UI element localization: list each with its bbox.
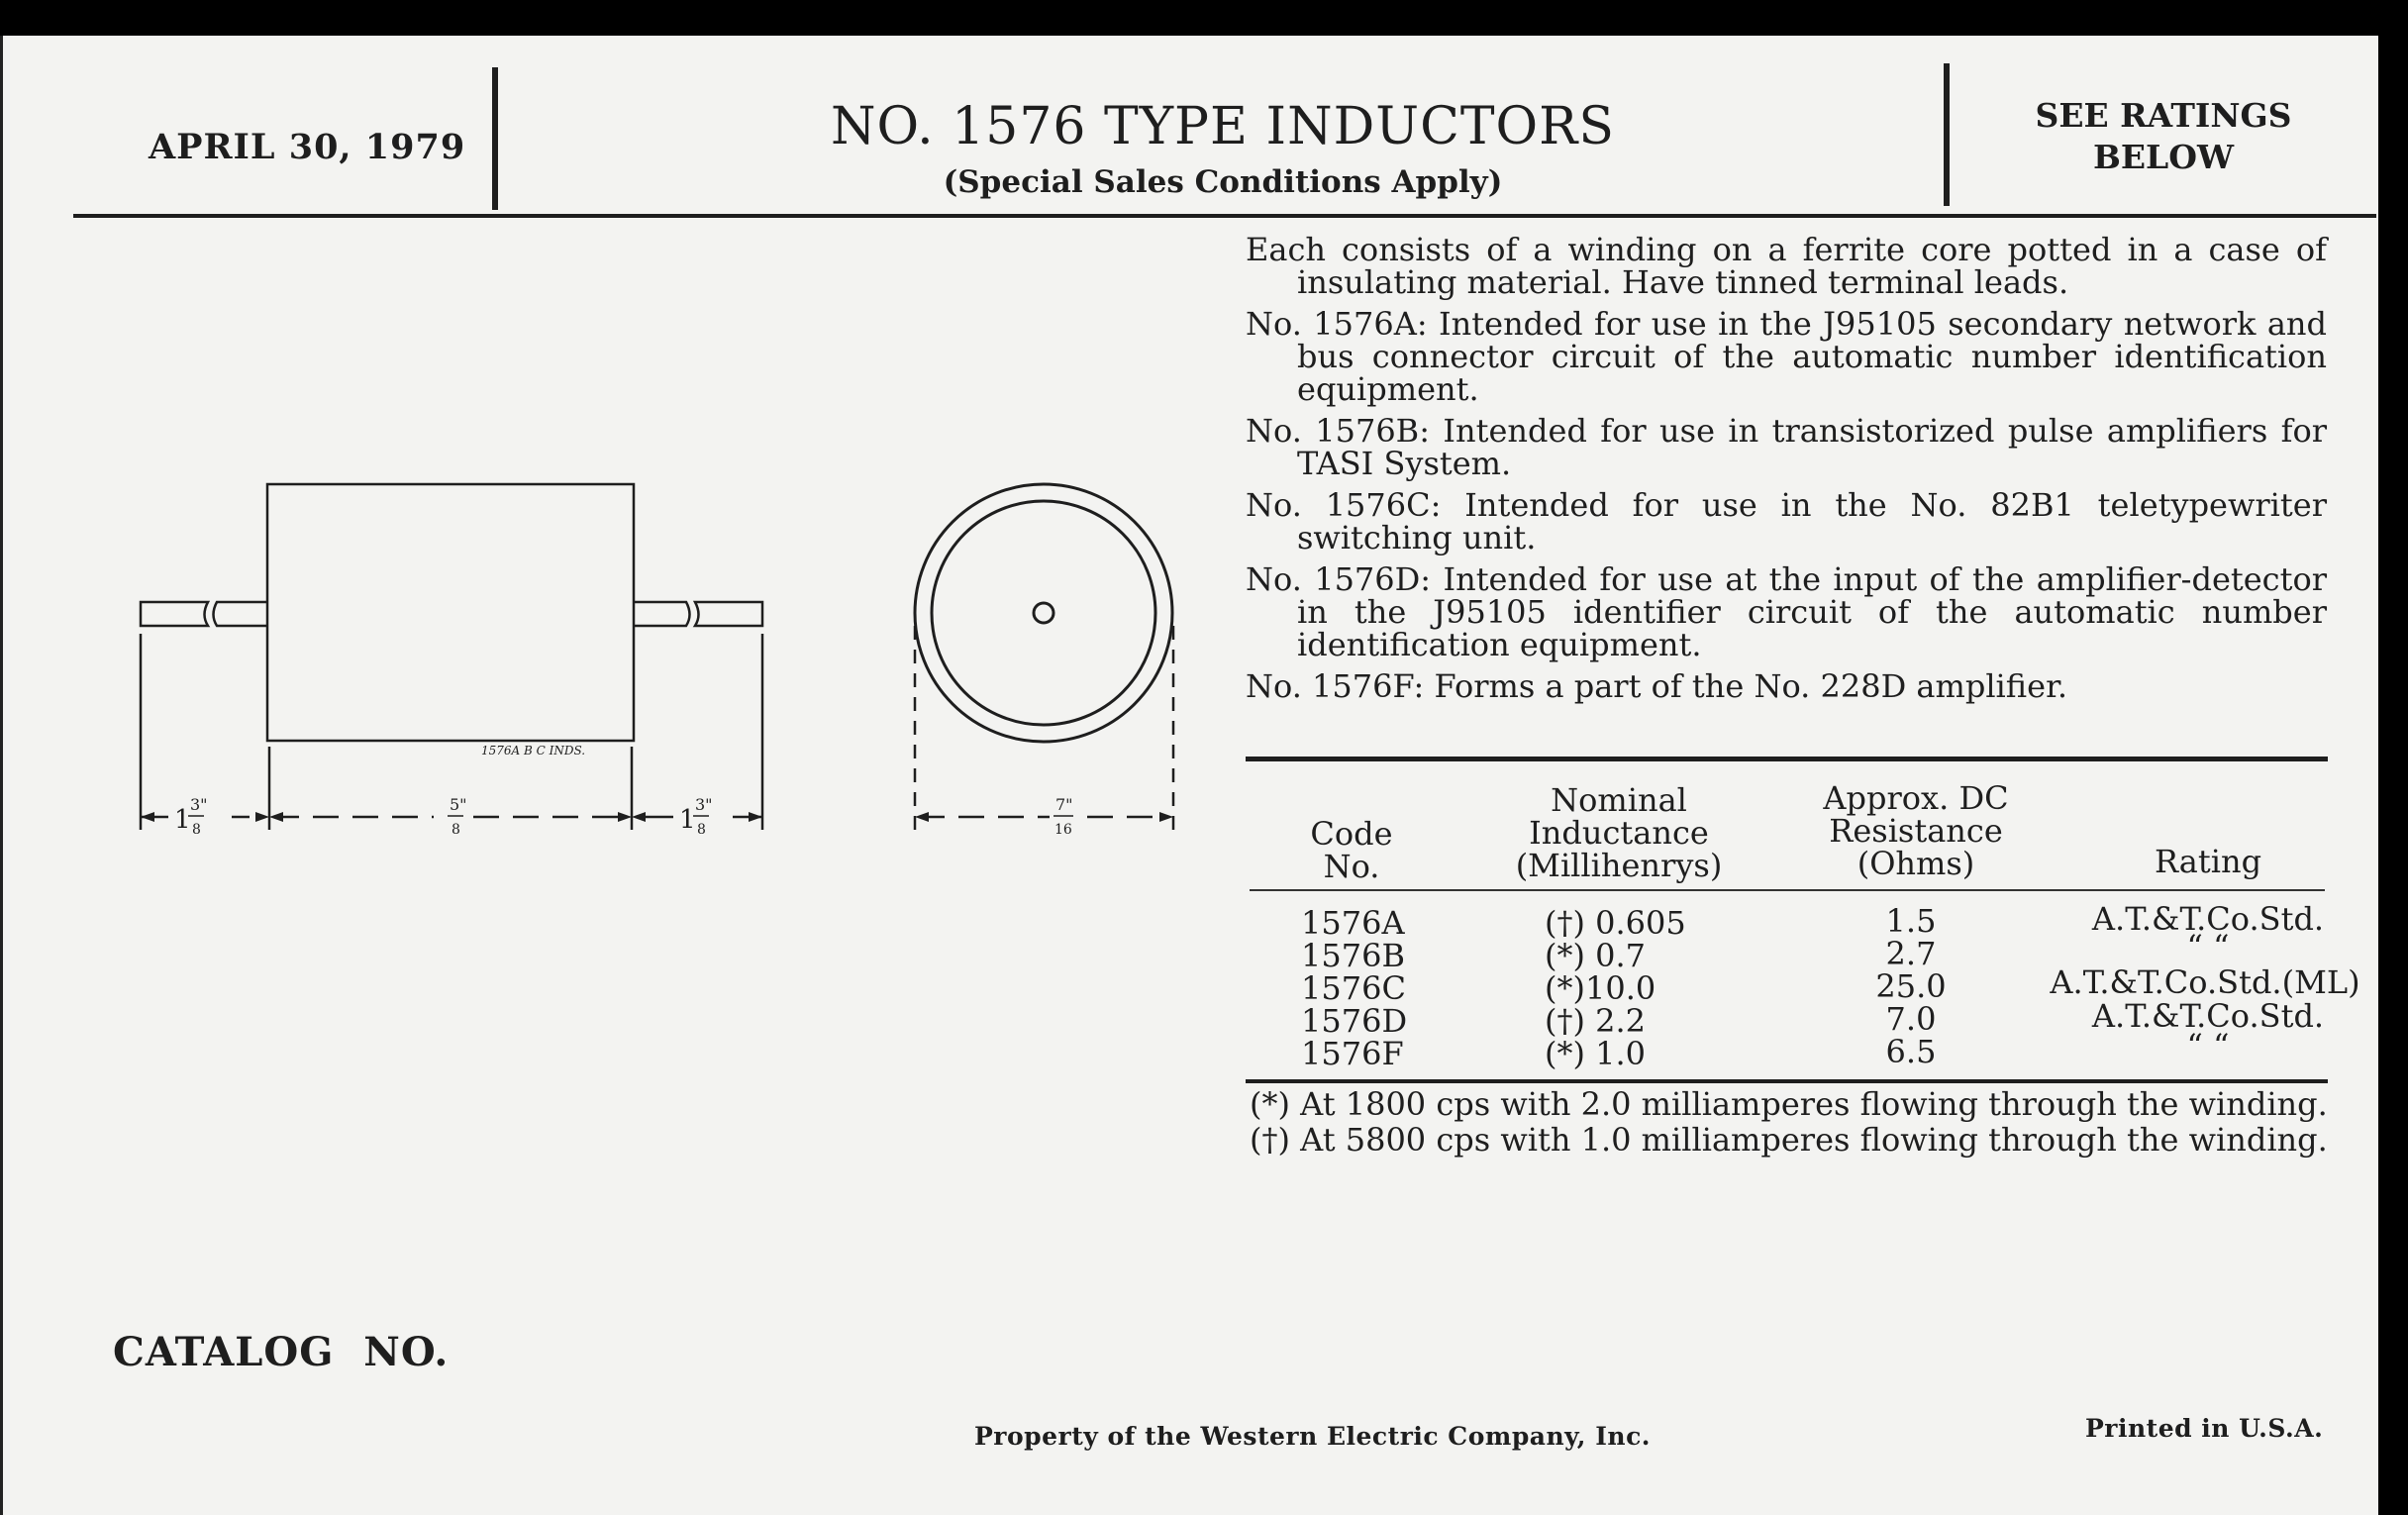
see-ratings-line2: BELOW — [2092, 138, 2235, 176]
lead-hole — [1034, 603, 1054, 623]
drawing-stamp: 1576A B C INDS. — [481, 744, 586, 758]
catalog-number-label — [113, 1329, 449, 1375]
cell-resistance: 25.0 — [1875, 967, 1947, 1005]
header-code-line2: No. — [1323, 848, 1380, 885]
inductor-body-outline — [267, 484, 634, 741]
dim-lead-left-den: 8 — [192, 822, 201, 838]
cell-rating: A.T.&T.Co.Std. — [2091, 900, 2325, 938]
cell-resistance: 1.5 — [1885, 902, 1937, 940]
cell-rating: A.T.&T.Co.Std. — [2091, 997, 2325, 1035]
dim-lead-right-den: 8 — [697, 822, 706, 838]
header-rating: Rating — [2154, 843, 2262, 880]
header-res-line3: (Ohms) — [1856, 845, 1975, 882]
cell-rating: “ “ — [2186, 1027, 2230, 1064]
table-top-rule — [1246, 757, 2328, 761]
catalog-no: NO. — [363, 1329, 450, 1375]
description-item-1576a — [1246, 305, 2328, 408]
lead-left-inner — [214, 602, 268, 626]
description-item-1576c — [1246, 486, 2328, 556]
footnote-asterisk: (*) At 1800 cps with 2.0 milliamperes flowing through the winding. — [1250, 1085, 2328, 1123]
dim-lead-right-num: 3" — [695, 795, 713, 814]
cell-resistance: 6.5 — [1885, 1033, 1937, 1070]
item-text: Forms a part of the No. 228D amplifier. — [1434, 667, 2068, 705]
catalog-word: CATALOG — [113, 1329, 335, 1375]
cell-inductance: (*)10.0 — [1545, 969, 1656, 1007]
cell-inductance: (*) 1.0 — [1545, 1035, 1647, 1072]
header-res-line2: Resistance — [1829, 812, 2003, 850]
header-res-line1: Approx. DC — [1823, 779, 2009, 817]
item-label: No. 1576F: — [1246, 667, 1425, 705]
item-label: No. 1576A: — [1246, 305, 1428, 343]
dim-body-num: 5" — [450, 795, 467, 814]
item-text: Intended for use in the J95105 secondary network and bus connector circuit of the automatic number identification equipment. — [1297, 305, 2328, 408]
dim-diameter-num: 7" — [1055, 795, 1073, 814]
header-ind-line3: (Millihenrys) — [1515, 847, 1723, 884]
description-item-1576b — [1246, 412, 2328, 482]
end-view-inner-circle — [932, 501, 1155, 725]
dim-body-den: 8 — [452, 822, 460, 838]
footnotes — [1250, 1087, 2329, 1159]
cell-resistance: 7.0 — [1885, 1000, 1937, 1038]
cell-inductance: (†) 0.605 — [1545, 904, 1686, 942]
cell-code: 1576D — [1301, 1002, 1408, 1040]
page-title: NO. 1576 TYPE INDUCTORS — [831, 97, 1615, 156]
item-text: Intended for use in transistorized pulse amplifiers for TASI System. — [1297, 412, 2328, 482]
cell-code: 1576F — [1301, 1035, 1404, 1072]
item-label: No. 1576D: — [1246, 560, 1432, 598]
see-ratings-line1: SEE RATINGS — [2035, 96, 2292, 135]
description-item-1576d — [1246, 560, 2328, 663]
issue-date: APRIL 30, 1979 — [149, 127, 466, 167]
cell-rating: A.T.&T.Co.Std.(ML) — [2050, 963, 2360, 1001]
header-code — [1287, 815, 1416, 885]
cell-code: 1576B — [1301, 937, 1405, 974]
cell-inductance: (*) 0.7 — [1545, 937, 1647, 974]
dim-lead-left-num: 3" — [190, 795, 208, 814]
description — [1246, 231, 2328, 712]
cell-code: 1576C — [1301, 969, 1406, 1007]
header-code-line1: Code — [1310, 815, 1393, 853]
dim-diameter-den: 16 — [1054, 822, 1072, 838]
end-view-outer-circle — [915, 484, 1172, 742]
item-label: No. 1576B: — [1246, 412, 1430, 450]
lead-right-outer — [695, 602, 762, 626]
footnote-dagger: (†) At 5800 cps with 1.0 milliamperes flowing through the winding. — [1250, 1121, 2328, 1159]
page-subtitle: (Special Sales Conditions Apply) — [943, 164, 1503, 200]
table-bottom-rule — [1246, 1079, 2328, 1083]
cell-rating: “ “ — [2186, 928, 2230, 965]
cell-code: 1576A — [1301, 904, 1405, 942]
description-item-1576f — [1246, 667, 2327, 705]
lead-right-inner — [634, 602, 690, 626]
property-notice: Property of the Western Electric Company, Inc. — [974, 1422, 1652, 1451]
dim-lead-left-whole: 1 — [174, 805, 191, 835]
header-inductance — [1485, 781, 1753, 884]
dim-lead-right-whole: 1 — [679, 805, 696, 835]
header-ind-line2: Inductance — [1529, 814, 1709, 852]
printed-in-usa: Printed in U.S.A. — [2085, 1414, 2324, 1443]
item-label: No. 1576C: — [1246, 486, 1442, 524]
cell-inductance: (†) 2.2 — [1545, 1002, 1647, 1040]
table-header-rule — [1250, 889, 2325, 891]
description-intro: Each consists of a winding on a ferrite core potted in a case of insulating material. Have tinned terminal leads. — [1246, 231, 2327, 301]
item-text: Intended for use at the input of the amplifier-detector in the J95105 identifier circuit of the automatic number identification equipment. — [1297, 560, 2328, 663]
header-ind-line1: Nominal — [1551, 781, 1687, 819]
header-resistance — [1782, 779, 2050, 882]
item-text: Intended for use in the No. 82B1 teletypewriter switching unit. — [1297, 486, 2328, 556]
cell-resistance: 2.7 — [1885, 935, 1937, 972]
lead-left-outer — [141, 602, 208, 626]
